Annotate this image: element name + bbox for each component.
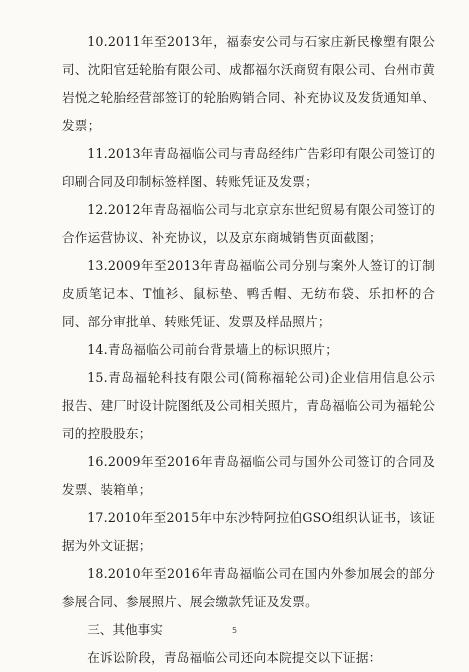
evidence-item-12: 12.2012年青岛福临公司与北京京东世纪贸易有限公司签订的合作运营协议、补充协议，以及京东商城销售页面截图； <box>62 202 435 245</box>
evidence-item-16: 16.2009年至2016年青岛福临公司与国外公司签订的合同及发票、装箱单； <box>62 454 435 497</box>
closing-paragraph: 在诉讼阶段，青岛福临公司还向本院提交以下证据： <box>87 650 382 665</box>
evidence-item-11: 11.2013年青岛福临公司与青岛经纬广告彩印有限公司签订的印刷合同及印制标签样图、转账凭证及发票； <box>62 146 435 189</box>
evidence-item-18: 18.2010年至2016年青岛福临公司在国内外参加展会的部分参展合同、参展照片、展会缴款凭证及发票。 <box>62 566 435 609</box>
evidence-item-13: 13.2009年至2013年青岛福临公司分别与案外人签订的订制皮质笔记本、T恤衫、鼠标垫、鸭舌帽、无纺布袋、乐扣杯的合同、部分审批单、转账凭证、发票及样品照片； <box>62 258 435 329</box>
evidence-item-10: 10.2011年至2013年，福泰安公司与石家庄新民橡塑有限公司、沈阳官廷轮胎有限公司、成都福尔沃商贸有限公司、台州市黄岩悦之轮胎经营部签订的轮胎购销合同、补充协议及发货通知单、发票； <box>62 34 435 133</box>
section-heading: 三、其他事实 <box>87 622 163 637</box>
evidence-item-17: 17.2010年至2015年中东沙特阿拉伯GSO组织认证书，该证据为外文证据； <box>62 510 435 553</box>
evidence-item-15: 15.青岛福轮科技有限公司(简称福轮公司)企业信用信息公示报告、建厂时设计院图纸及公司相关照片，青岛福临公司为福轮公司的控股股东； <box>62 370 435 441</box>
page-number: 5 <box>231 626 238 635</box>
evidence-item-14: 14.青岛福临公司前台背景墙上的标识照片； <box>87 342 339 357</box>
